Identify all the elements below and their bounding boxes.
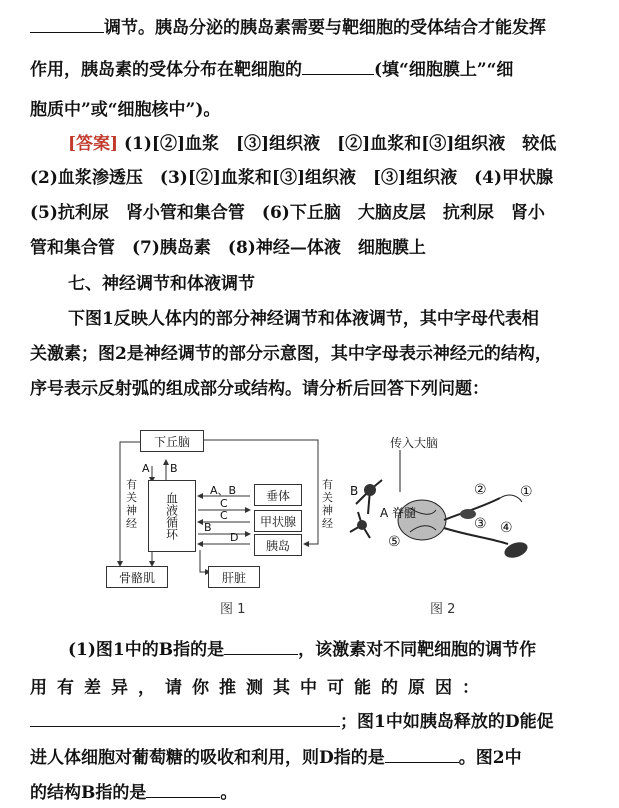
label-1: ① bbox=[520, 484, 533, 500]
answer-blank[interactable] bbox=[146, 781, 220, 798]
blood-circulation-box: 血液循环 bbox=[148, 480, 196, 552]
figure-2-caption: 图 2 bbox=[430, 602, 456, 617]
nerve-label-right: 有关神经 bbox=[322, 478, 333, 530]
answer-blank[interactable] bbox=[30, 16, 104, 33]
pituitary-box: 垂体 bbox=[254, 484, 302, 506]
structure-B-label: B bbox=[350, 484, 359, 498]
liver-box: 肝脏 bbox=[208, 566, 260, 588]
answer-blank[interactable] bbox=[30, 710, 340, 727]
answer-blank[interactable] bbox=[385, 746, 459, 763]
figure-1 bbox=[90, 420, 340, 620]
question-1-line-1: (1)图1中的B指的是 ，该激素对不同靶细胞的调节作 bbox=[68, 640, 537, 660]
answer-line-4: 管和集合管 (7)胰岛素 (8)神经—体液 细胞膜上 bbox=[30, 238, 426, 258]
question-intro-1: 下图1反映人体内的部分神经调节和体液调节，其中字母代表相 bbox=[68, 309, 539, 329]
figure-2 bbox=[340, 420, 540, 620]
hormone-B-label: B bbox=[170, 462, 178, 475]
hormone-A-label: A bbox=[142, 462, 150, 475]
label-2: ② bbox=[474, 482, 487, 498]
label-4: ④ bbox=[500, 520, 513, 536]
text-line-3: 胞质中”或“细胞核中”)。 bbox=[30, 100, 221, 120]
text-line-2: 作用，胰岛素的受体分布在靶细胞的 (填“细胞膜上”“细 bbox=[30, 60, 514, 80]
answer-blank[interactable] bbox=[302, 58, 374, 75]
question-intro-3: 序号表示反射弧的组成部分或结构。请分析后回答下列问题： bbox=[30, 379, 489, 399]
question-1-line-5: 的结构B指的是 。 bbox=[30, 783, 238, 803]
question-1-line-2: 用有差异，请你推测其中可能的原因： bbox=[30, 678, 489, 698]
question-1-line-3: ；图1中如胰岛释放的D能促 bbox=[30, 710, 554, 734]
skeletal-muscle-box: 骨骼肌 bbox=[106, 566, 168, 588]
hormone-C-label-1: C bbox=[220, 497, 228, 510]
spinal-cord-label: A 脊髓 bbox=[380, 506, 417, 520]
question-1-line-4: 进人体细胞对葡萄糖的吸收和利用，则D指的是 。图2中 bbox=[30, 748, 522, 768]
hypothalamus-box: 下丘脑 bbox=[140, 430, 204, 452]
answer-line-2: (2)血浆渗透压 (3)[②]血浆和[③]组织液 [③]组织液 (4)甲状腺 bbox=[30, 168, 554, 188]
answer-line-3: (5)抗利尿 肾小管和集合管 (6)下丘脑 大脑皮层 抗利尿 肾小 bbox=[30, 203, 545, 223]
figure-1-caption: 图 1 bbox=[220, 602, 246, 617]
thyroid-box: 甲状腺 bbox=[254, 510, 302, 532]
section-heading: 七、神经调节和体液调节 bbox=[68, 274, 255, 294]
to-brain-label: 传入大脑 bbox=[390, 436, 439, 450]
answer-line-1: [答案] (1)[②]血浆 [③]组织液 [②]血浆和[③]组织液 较低 bbox=[68, 134, 557, 154]
answer-label: [答案] bbox=[68, 134, 119, 154]
label-3: ③ bbox=[474, 516, 487, 532]
answer-blank[interactable] bbox=[224, 638, 298, 655]
hormone-C-label-2: C bbox=[220, 509, 228, 522]
hormone-D-label: D bbox=[230, 531, 239, 544]
hormone-B-label-2: B bbox=[204, 521, 212, 534]
text-line-1: 调节。胰岛分泌的胰岛素需要与靶细胞的受体结合才能发挥 bbox=[30, 16, 546, 40]
nerve-label-left: 有关神经 bbox=[126, 478, 137, 530]
question-intro-2: 关激素；图2是神经调节的部分示意图，其中字母表示神经元的结构， bbox=[30, 344, 552, 364]
hormone-AB-label: A、B bbox=[210, 484, 237, 497]
pancreas-box: 胰岛 bbox=[254, 534, 302, 556]
label-5: ⑤ bbox=[388, 534, 401, 550]
